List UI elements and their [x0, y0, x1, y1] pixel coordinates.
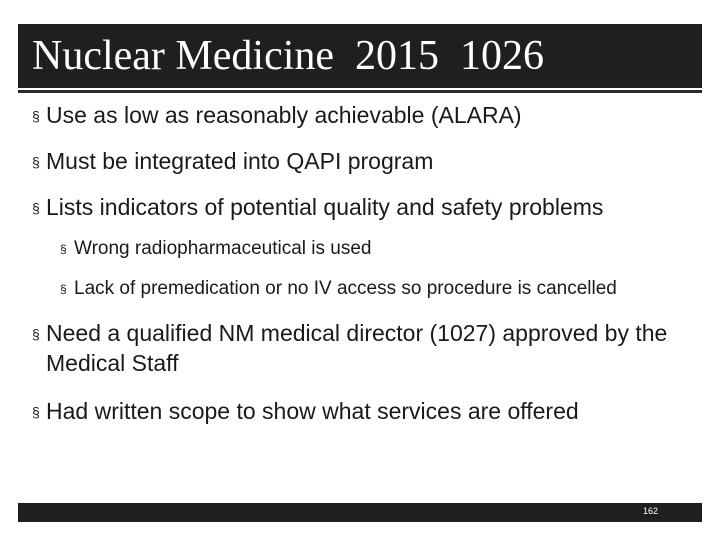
bullet-item — [32, 192, 702, 222]
square-bullet-icon: § — [32, 200, 40, 216]
square-bullet-icon: § — [32, 108, 40, 124]
sub-bullet-item — [32, 236, 702, 262]
square-bullet-icon: § — [60, 242, 67, 256]
page-number: 162 — [642, 506, 658, 516]
sub-bullet-item — [32, 276, 702, 302]
bullet-text: Lists indicators of potential quality and safety problems — [46, 194, 604, 220]
bullet-text: Use as low as reasonably achievable (ALARA) — [46, 102, 522, 128]
bullet-item — [32, 146, 702, 176]
title-divider — [18, 90, 702, 93]
bullet-text: Need a qualified NM medical director (1027) approved by the Medical Staff — [46, 320, 668, 376]
square-bullet-icon: § — [32, 154, 40, 170]
square-bullet-icon: § — [32, 326, 40, 342]
bullet-list — [32, 100, 702, 442]
footer-bar — [18, 503, 702, 522]
bullet-text: Must be integrated into QAPI program — [46, 148, 434, 174]
square-bullet-icon: § — [32, 404, 40, 420]
bullet-item — [32, 318, 702, 378]
sub-bullet-text: Lack of premedication or no IV access so procedure is cancelled — [74, 278, 617, 299]
slide-title: Nuclear Medicine 2015 1026 — [18, 24, 702, 88]
square-bullet-icon: § — [60, 282, 67, 296]
sub-bullet-text: Wrong radiopharmaceutical is used — [74, 238, 372, 259]
bullet-item — [32, 100, 702, 130]
bullet-text: Had written scope to show what services are offered — [46, 398, 579, 424]
bullet-item — [32, 396, 702, 426]
